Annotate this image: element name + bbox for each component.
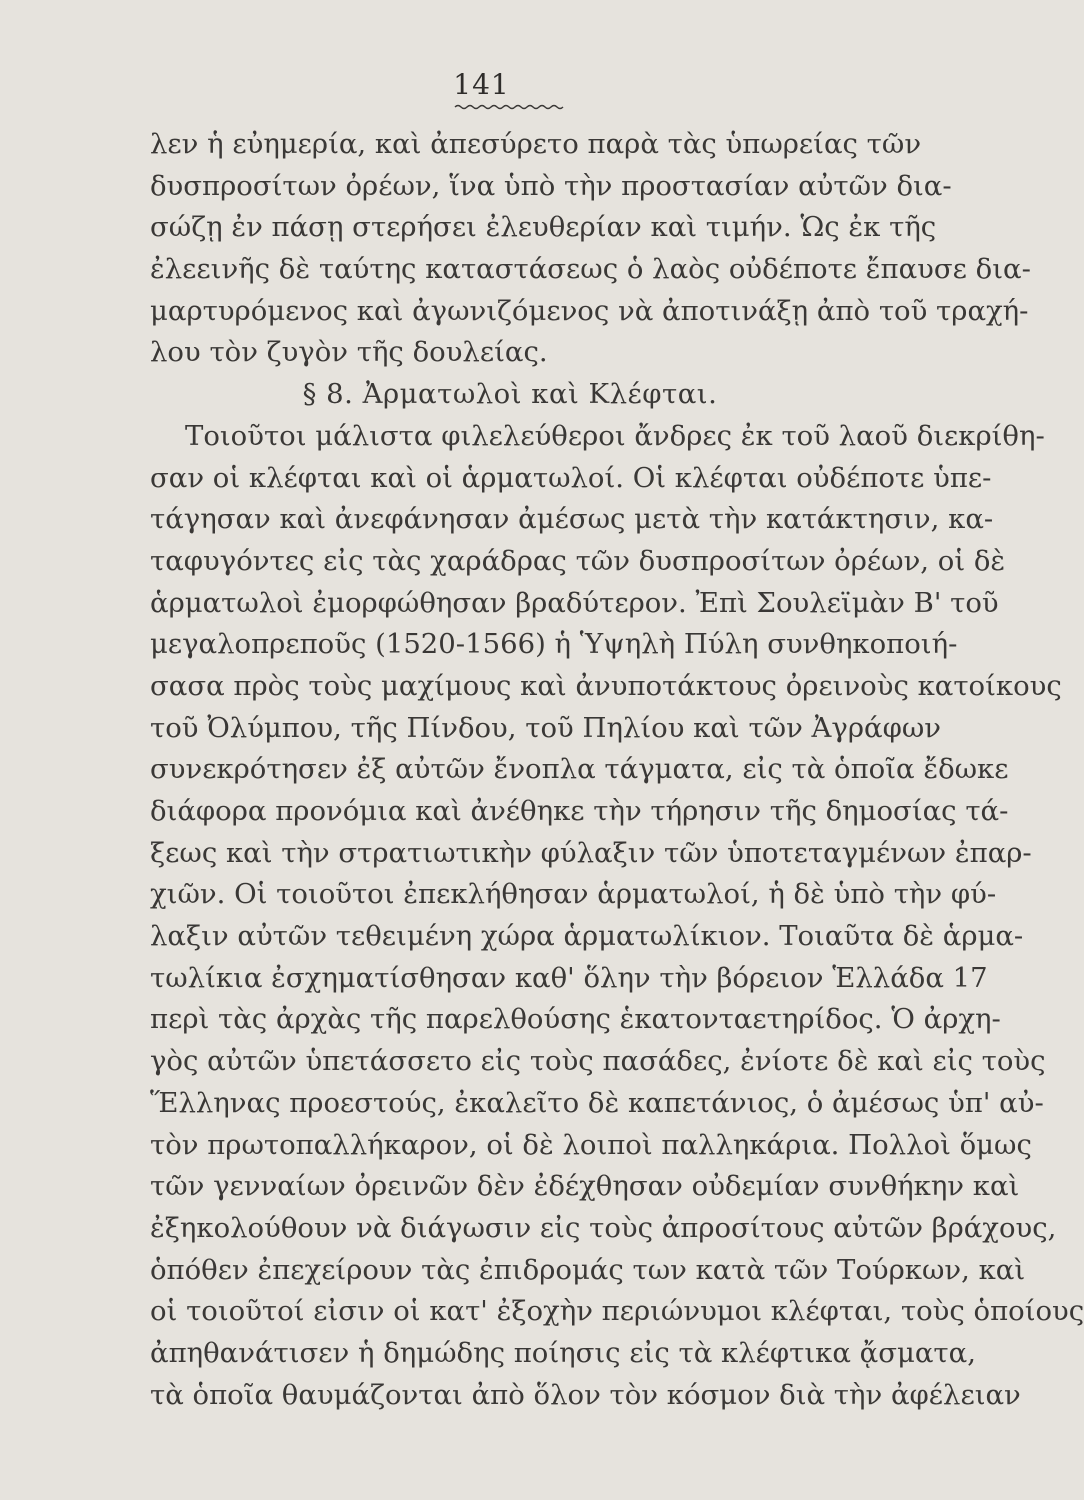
text-line: σασα πρὸς τοὺς μαχίμους καὶ ἀνυποτάκτους ὀρεινοὺς κατοίκους: [150, 669, 1062, 702]
text-line: Ἕλληνας προεστούς, ἐκαλεῖτο δὲ καπετάνιος, ὁ ἀμέσως ὑπ' αὐ-: [150, 1086, 1044, 1119]
text-line: σαν οἱ κλέφται καὶ οἱ ἁρματωλοί. Οἱ κλέφται οὐδέποτε ὑπε-: [150, 461, 992, 494]
text-line: Τοιοῦτοι μάλιστα φιλελεύθεροι ἄνδρες ἐκ τοῦ λαοῦ διεκρίθη-: [185, 419, 1045, 452]
text-line: τὰ ὁποῖα θαυμάζονται ἀπὸ ὅλον τὸν κόσμον διὰ τὴν ἀφέλειαν: [150, 1378, 1021, 1411]
text-line: τὸν πρωτοπαλλήκαρον, οἱ δὲ λοιποὶ παλληκάρια. Πολλοὶ ὅμως: [150, 1128, 1032, 1161]
text-line: τάγησαν καὶ ἀνεφάνησαν ἀμέσως μετὰ τὴν κατάκτησιν, κα-: [150, 503, 994, 536]
text-line: ξεως καὶ τὴν στρατιωτικὴν φύλαξιν τῶν ὑποτεταγμένων ἐπαρ-: [150, 836, 1032, 869]
text-line: ἐξηκολούθουν νὰ διάγωσιν εἰς τοὺς ἀπροσίτους αὐτῶν βράχους,: [150, 1211, 1057, 1244]
text-line: ὁπόθεν ἐπεχείρουν τὰς ἐπιδρομάς των κατὰ τῶν Τούρκων, καὶ: [150, 1253, 1026, 1286]
text-line: λου τὸν ζυγὸν τῆς δουλείας.: [150, 336, 548, 369]
text-line: χιῶν. Οἱ τοιοῦτοι ἐπεκλήθησαν ἁρματωλοί, ἡ δὲ ὑπὸ τὴν φύ-: [150, 878, 997, 911]
text-line: μεγαλοπρεποῦς (1520-1566) ἡ Ὑψηλὴ Πύλη συνθηκοποιή-: [150, 628, 958, 661]
text-line: περὶ τὰς ἀρχὰς τῆς παρελθούσης ἑκατονταετηρίδος. Ὁ ἀρχη-: [150, 1003, 1001, 1036]
text-line: οἱ τοιοῦτοί εἰσιν οἱ κατ' ἐξοχὴν περιώνυμοι κλέφται, τοὺς ὁποίους: [150, 1295, 1084, 1328]
text-line: ἀπηθανάτισεν ἡ δημώδης ποίησις εἰς τὰ κλέφτικα ᾄσματα,: [150, 1336, 976, 1369]
text-line: σώζῃ ἐν πάσῃ στερήσει ἐλευθερίαν καὶ τιμήν. Ὡς ἐκ τῆς: [150, 211, 937, 244]
text-line: μαρτυρόμενος καὶ ἀγωνιζόμενος νὰ ἀποτινάξῃ ἀπὸ τοῦ τραχή-: [150, 294, 1029, 327]
text-line: λεν ἡ εὐημερία, καὶ ἀπεσύρετο παρὰ τὰς ὑπωρείας τῶν: [150, 128, 922, 160]
text-line: ἐλεεινῆς δὲ ταύτης καταστάσεως ὁ λαὸς οὐδέποτε ἔπαυσε δια-: [150, 253, 1031, 286]
text-line: ταφυγόντες εἰς τὰς χαράδρας τῶν δυσπροσίτων ὀρέων, οἱ δὲ: [150, 544, 1006, 577]
page-number: 141: [453, 68, 510, 101]
text-line: ἁρματωλοὶ ἐμορφώθησαν βραδύτερον. Ἐπὶ Σουλεϊμὰν Β' τοῦ: [150, 586, 999, 619]
text-line: τῶν γενναίων ὀρεινῶν δὲν ἐδέχθησαν οὐδεμίαν συνθήκην καὶ: [150, 1170, 1020, 1203]
section-heading: § 8. Ἀρματωλοὶ καὶ Κλέφται.: [302, 378, 718, 411]
text-line: δυσπροσίτων ὀρέων, ἵνα ὑπὸ τὴν προστασίαν αὐτῶν δια-: [150, 169, 952, 202]
text-line: τοῦ Ὀλύμπου, τῆς Πίνδου, τοῦ Πηλίου καὶ τῶν Ἀγράφων: [150, 711, 941, 744]
text-line: λαξιν αὐτῶν τεθειμένη χώρα ἁρματωλίκιον. Τοιαῦτα δὲ ἁρμα-: [150, 920, 1024, 953]
page-number-rule: [455, 104, 565, 110]
text-line: γὸς αὐτῶν ὑπετάσσετο εἰς τοὺς πασάδες, ἐνίοτε δὲ καὶ εἰς τοὺς: [150, 1045, 1046, 1078]
text-line: τωλίκια ἐσχηματίσθησαν καθ' ὅλην τὴν βόρειον Ἑλλάδα 17: [150, 961, 988, 994]
text-line: διάφορα προνόμια καὶ ἀνέθηκε τὴν τήρησιν τῆς δημοσίας τά-: [150, 795, 1009, 827]
body-text: [150, 124, 1084, 1464]
text-line: συνεκρότησεν ἐξ αὐτῶν ἔνοπλα τάγματα, εἰς τὰ ὁποῖα ἔδωκε: [150, 753, 1009, 786]
